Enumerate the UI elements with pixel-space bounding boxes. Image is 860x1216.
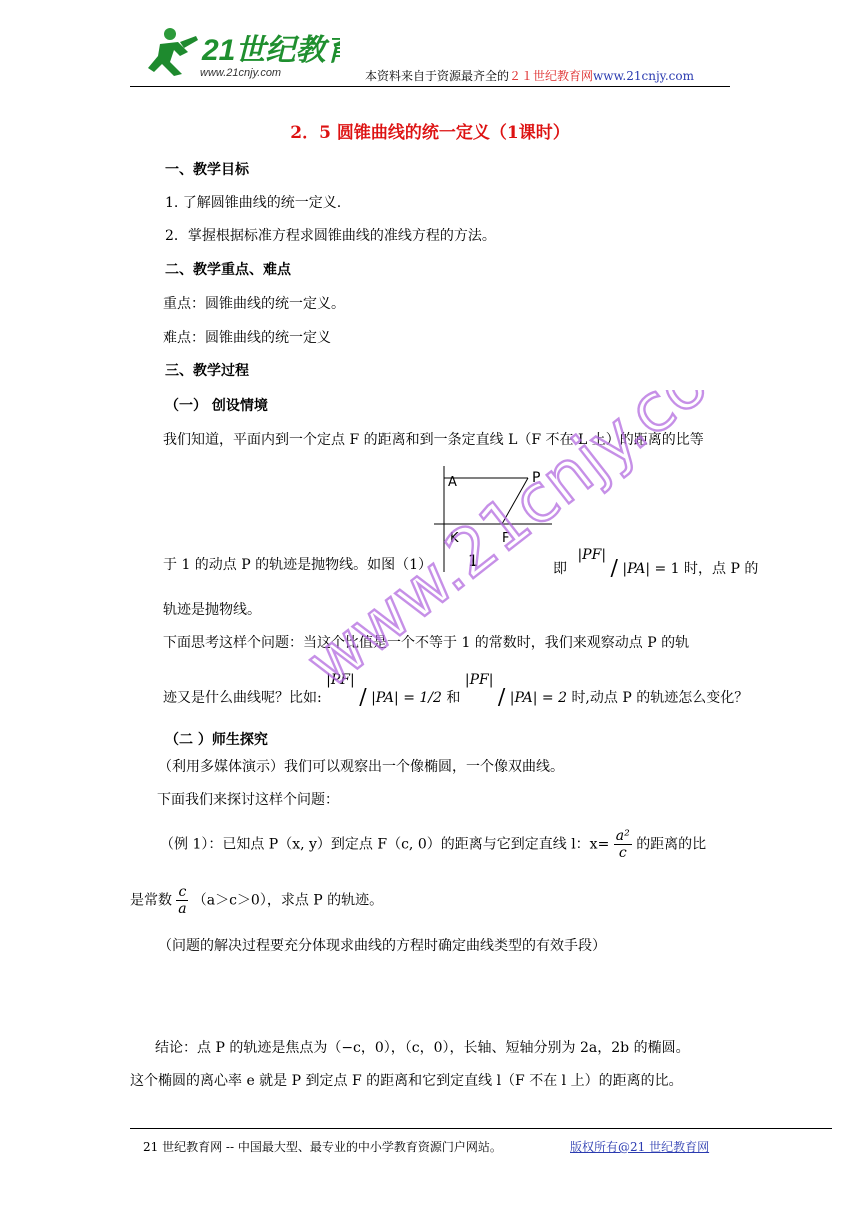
header-note-prefix: 本资料来自于资源最齐全的 — [365, 69, 510, 83]
subsection-exploration: （二 ）师生探究 — [165, 732, 268, 748]
paragraph-explore: 下面我们来探讨这样个问题： — [157, 792, 339, 808]
site-logo — [140, 22, 340, 84]
section-heading-process: 三、教学过程 — [165, 363, 249, 379]
header-divider — [130, 86, 730, 87]
paragraph-parabola: 于 1 的动点 P 的轨迹是抛物线。如图（1） — [163, 557, 433, 573]
header-note-url[interactable]: www.21cnjy.com — [593, 69, 694, 83]
footer-copyright-link[interactable]: 版权所有@21 世纪教育网 — [570, 1140, 710, 1154]
paragraph-parabola-end: 轨迹是抛物线。 — [163, 602, 261, 618]
figure-label-P: P — [532, 470, 541, 486]
subsection-scenario: （一） 创设情境 — [165, 398, 268, 414]
paragraph-note: （问题的解决过程要充分体现求曲线的方程时确定曲线类型的有效手段） — [158, 938, 606, 954]
logo-text: 21世纪教 — [202, 34, 326, 67]
header-note-site[interactable]: ２１世纪教育网 — [509, 69, 594, 83]
paragraph-example-1: （例 1）：已知点 P（x, y）到定点 F（c, 0）的距离与它到定直线 l：x= $\frac{\text{a²}}{c}$ 的距离的比 — [160, 828, 707, 861]
paragraph-example-1-cont: 是常数 $\frac{c}{a}$ （a＞c＞0），求点 P 的轨迹。 — [130, 884, 384, 917]
figure-label-F: F — [502, 531, 510, 546]
key-point: 重点：圆锥曲线的统一定义。 — [163, 296, 345, 312]
figure-caption: 1 — [468, 551, 479, 570]
watermark-text: www.21cnjy.com — [300, 390, 720, 703]
footer-divider — [130, 1128, 832, 1129]
header-note — [365, 68, 694, 84]
section-heading-keypoints: 二、教学重点、难点 — [165, 262, 291, 278]
paragraph-conclusion: 结论：点 P 的轨迹是焦点为（−c，0），（c，0），长轴、短轴分别为 2a，2b 的椭圆。 — [155, 1040, 690, 1056]
paragraph-ratios: 迹又是什么曲线呢？比如: |PF| ∕ |PA| = 1/2 和 |PF| ∕ |PA| = 2 时,动点 P 的轨迹怎么变化？ — [163, 672, 749, 710]
fraction-c-over-a: $\frac{c}{a}$ — [178, 884, 187, 917]
goal-item-1: 1. 了解圆锥曲线的统一定义. — [165, 195, 342, 211]
paragraph-intro: 我们知道，平面内到一个定点 F 的距离和到一条定直线 L（F 不在 L 上）的距离的比等 — [163, 432, 704, 448]
paragraph-question: 下面思考这样个问题：当这个比值是一个不等于 1 的常数时，我们来观察动点 P 的轨 — [163, 635, 690, 651]
figure-label-K: K — [450, 531, 459, 546]
section-heading-goals: 一、教学目标 — [165, 162, 249, 178]
paragraph-demo: （利用多媒体演示）我们可以观察出一个像椭圆，一个像双曲线。 — [158, 759, 564, 775]
hard-point: 难点：圆锥曲线的统一定义 — [163, 330, 331, 346]
page-title: 2．5 圆锥曲线的统一定义（1课时） — [290, 123, 570, 143]
figure-label-A: A — [448, 475, 457, 490]
footer-text: 21 世纪教育网 -- 中国最大型、最专业的中小学教育资源门户网站。 — [143, 1140, 502, 1154]
ratio-pf-pa-equals-1: 即 |PF| ∕ |PA| = 1 时，点 P 的 — [553, 547, 759, 581]
fraction-a2-over-c: $\frac{\text{a²}}{c}$ — [615, 828, 630, 861]
figure-parabola-definition — [430, 462, 560, 574]
goal-item-2: 2．掌握根据标准方程求圆锥曲线的准线方程的方法。 — [165, 228, 496, 244]
logo-url: www.21cnjy.com — [200, 67, 282, 79]
paragraph-eccentricity: 这个椭圆的离心率 e 就是 P 到定点 F 的距离和它到定直线 l（F 不在 l 上）的距离的比。 — [130, 1073, 683, 1089]
